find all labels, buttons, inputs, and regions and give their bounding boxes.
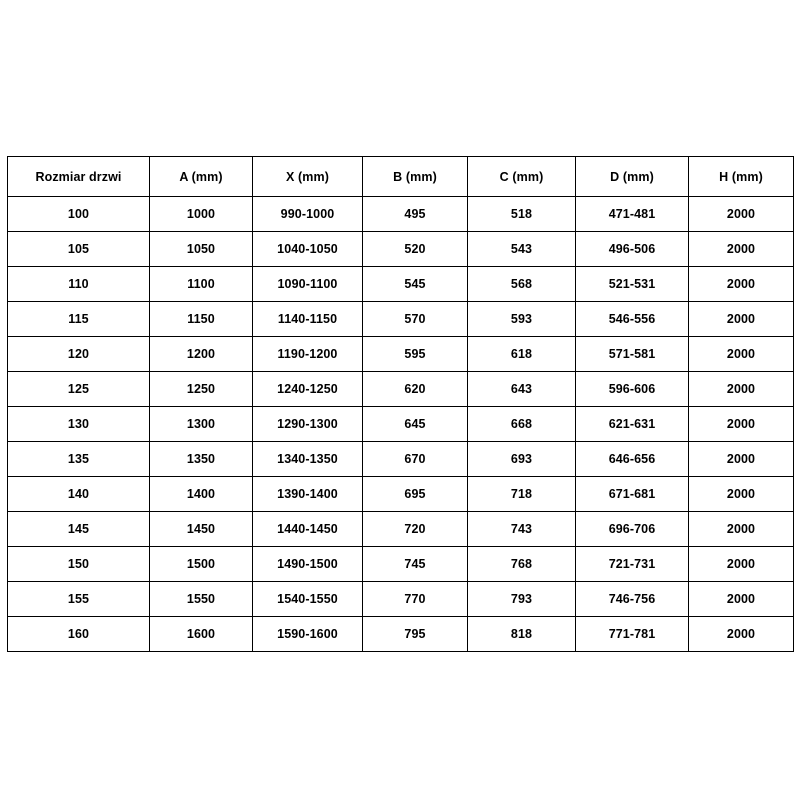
- cell-b: 620: [363, 372, 468, 407]
- cell-h: 2000: [689, 512, 794, 547]
- cell-door-size: 135: [8, 442, 150, 477]
- cell-b: 645: [363, 407, 468, 442]
- cell-h: 2000: [689, 617, 794, 652]
- cell-a: 1300: [150, 407, 253, 442]
- cell-a: 1550: [150, 582, 253, 617]
- table-row: [8, 477, 794, 512]
- cell-a: 1500: [150, 547, 253, 582]
- cell-a: 1000: [150, 197, 253, 232]
- column-header-b: B (mm): [363, 157, 468, 197]
- table-row: [8, 197, 794, 232]
- cell-c: 568: [468, 267, 576, 302]
- cell-h: 2000: [689, 582, 794, 617]
- cell-door-size: 105: [8, 232, 150, 267]
- table-row: [8, 232, 794, 267]
- cell-door-size: 125: [8, 372, 150, 407]
- cell-x: 1440-1450: [253, 512, 363, 547]
- cell-h: 2000: [689, 477, 794, 512]
- cell-door-size: 130: [8, 407, 150, 442]
- cell-door-size: 155: [8, 582, 150, 617]
- cell-d: 696-706: [576, 512, 689, 547]
- cell-b: 795: [363, 617, 468, 652]
- cell-x: 1490-1500: [253, 547, 363, 582]
- cell-h: 2000: [689, 372, 794, 407]
- column-header-a: A (mm): [150, 157, 253, 197]
- cell-x: 1540-1550: [253, 582, 363, 617]
- cell-b: 520: [363, 232, 468, 267]
- table-row: [8, 407, 794, 442]
- cell-door-size: 145: [8, 512, 150, 547]
- cell-x: 990-1000: [253, 197, 363, 232]
- size-table-container: [7, 156, 793, 652]
- cell-d: 671-681: [576, 477, 689, 512]
- table-row: [8, 547, 794, 582]
- cell-a: 1050: [150, 232, 253, 267]
- cell-h: 2000: [689, 337, 794, 372]
- cell-a: 1600: [150, 617, 253, 652]
- cell-a: 1350: [150, 442, 253, 477]
- cell-b: 695: [363, 477, 468, 512]
- cell-door-size: 160: [8, 617, 150, 652]
- cell-c: 643: [468, 372, 576, 407]
- column-header-x: X (mm): [253, 157, 363, 197]
- cell-x: 1040-1050: [253, 232, 363, 267]
- cell-c: 793: [468, 582, 576, 617]
- cell-h: 2000: [689, 302, 794, 337]
- cell-d: 596-606: [576, 372, 689, 407]
- cell-c: 543: [468, 232, 576, 267]
- cell-c: 618: [468, 337, 576, 372]
- cell-x: 1390-1400: [253, 477, 363, 512]
- cell-h: 2000: [689, 407, 794, 442]
- cell-b: 670: [363, 442, 468, 477]
- column-header-h: H (mm): [689, 157, 794, 197]
- cell-a: 1450: [150, 512, 253, 547]
- column-header-c: C (mm): [468, 157, 576, 197]
- cell-d: 571-581: [576, 337, 689, 372]
- cell-h: 2000: [689, 442, 794, 477]
- cell-c: 668: [468, 407, 576, 442]
- cell-x: 1340-1350: [253, 442, 363, 477]
- cell-b: 595: [363, 337, 468, 372]
- cell-a: 1250: [150, 372, 253, 407]
- cell-a: 1400: [150, 477, 253, 512]
- cell-h: 2000: [689, 197, 794, 232]
- size-table: [7, 156, 794, 652]
- cell-door-size: 100: [8, 197, 150, 232]
- cell-b: 495: [363, 197, 468, 232]
- cell-d: 496-506: [576, 232, 689, 267]
- cell-c: 818: [468, 617, 576, 652]
- cell-h: 2000: [689, 232, 794, 267]
- table-row: [8, 372, 794, 407]
- table-header-row: [8, 157, 794, 197]
- table-row: [8, 302, 794, 337]
- cell-c: 768: [468, 547, 576, 582]
- column-header-d: D (mm): [576, 157, 689, 197]
- cell-c: 693: [468, 442, 576, 477]
- cell-a: 1200: [150, 337, 253, 372]
- table-row: [8, 267, 794, 302]
- cell-d: 646-656: [576, 442, 689, 477]
- cell-d: 721-731: [576, 547, 689, 582]
- cell-d: 546-556: [576, 302, 689, 337]
- cell-x: 1090-1100: [253, 267, 363, 302]
- cell-b: 570: [363, 302, 468, 337]
- cell-a: 1100: [150, 267, 253, 302]
- cell-c: 593: [468, 302, 576, 337]
- table-row: [8, 337, 794, 372]
- cell-d: 471-481: [576, 197, 689, 232]
- cell-door-size: 120: [8, 337, 150, 372]
- cell-door-size: 115: [8, 302, 150, 337]
- cell-door-size: 140: [8, 477, 150, 512]
- table-row: [8, 442, 794, 477]
- cell-d: 521-531: [576, 267, 689, 302]
- cell-b: 770: [363, 582, 468, 617]
- cell-c: 718: [468, 477, 576, 512]
- cell-d: 746-756: [576, 582, 689, 617]
- cell-b: 720: [363, 512, 468, 547]
- cell-b: 745: [363, 547, 468, 582]
- table-row: [8, 512, 794, 547]
- cell-x: 1140-1150: [253, 302, 363, 337]
- cell-b: 545: [363, 267, 468, 302]
- cell-d: 771-781: [576, 617, 689, 652]
- column-header-door-size: Rozmiar drzwi: [8, 157, 150, 197]
- table-row: [8, 582, 794, 617]
- cell-c: 743: [468, 512, 576, 547]
- cell-h: 2000: [689, 547, 794, 582]
- cell-door-size: 110: [8, 267, 150, 302]
- cell-d: 621-631: [576, 407, 689, 442]
- cell-a: 1150: [150, 302, 253, 337]
- table-row: [8, 617, 794, 652]
- cell-x: 1240-1250: [253, 372, 363, 407]
- cell-door-size: 150: [8, 547, 150, 582]
- cell-c: 518: [468, 197, 576, 232]
- cell-x: 1290-1300: [253, 407, 363, 442]
- cell-x: 1590-1600: [253, 617, 363, 652]
- table-body: [8, 197, 794, 652]
- cell-h: 2000: [689, 267, 794, 302]
- cell-x: 1190-1200: [253, 337, 363, 372]
